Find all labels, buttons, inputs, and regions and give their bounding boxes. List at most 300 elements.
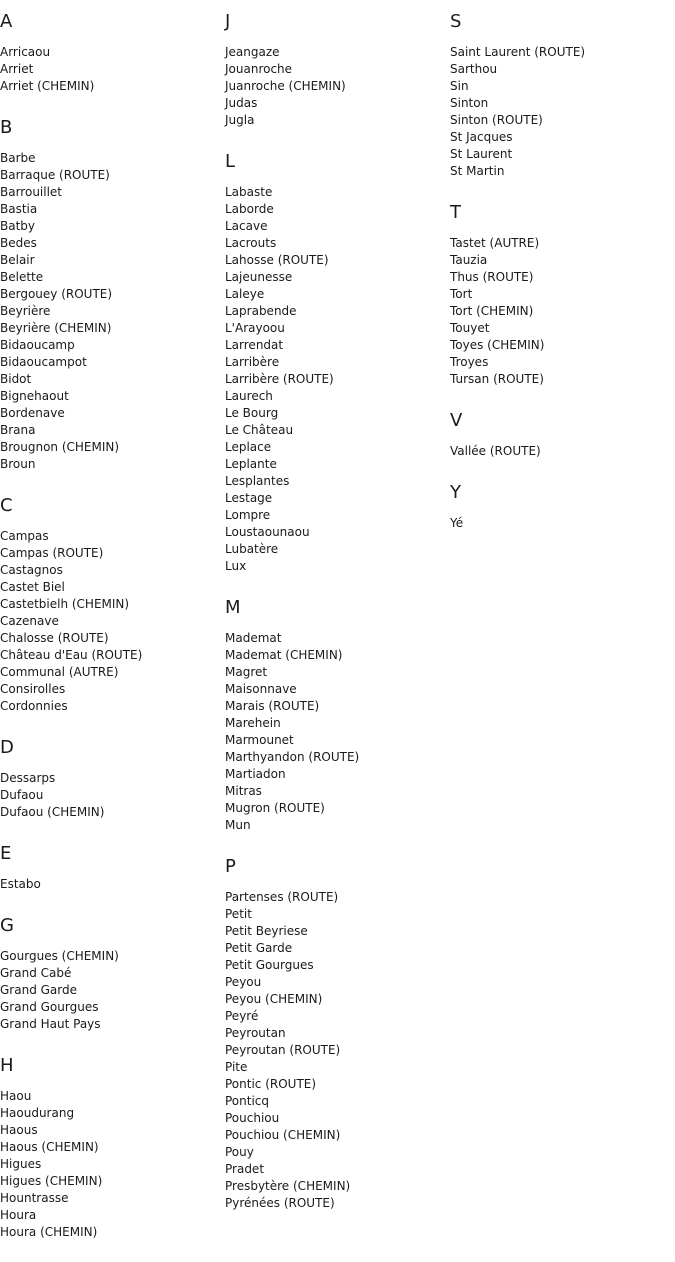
street-link[interactable]: Haoudurang: [0, 1106, 75, 1120]
list-item: [450, 303, 675, 320]
list-item: [0, 664, 225, 681]
street-link[interactable]: Larribère (ROUTE): [225, 372, 334, 386]
street-link[interactable]: Petit Gourgues: [225, 958, 314, 972]
street-list: [225, 889, 450, 1212]
list-item: [225, 354, 450, 371]
street-link[interactable]: Bignehaout: [0, 389, 69, 403]
list-item: [0, 681, 225, 698]
street-link[interactable]: Marmounet: [225, 733, 294, 747]
street-link[interactable]: Chalosse (ROUTE): [0, 631, 109, 645]
street-link[interactable]: Lestage: [225, 491, 273, 505]
street-link[interactable]: Sinton: [450, 96, 489, 110]
street-link[interactable]: St Laurent: [450, 147, 513, 161]
list-item: [0, 439, 225, 456]
list-item: [0, 630, 225, 647]
list-item: [0, 1156, 225, 1173]
street-list: [0, 948, 225, 1033]
street-link[interactable]: Magret: [225, 665, 268, 679]
list-item: [225, 422, 450, 439]
list-item: [225, 303, 450, 320]
list-item: [225, 473, 450, 490]
list-item: [225, 44, 450, 61]
list-item: [225, 1127, 450, 1144]
list-item: [225, 507, 450, 524]
street-link[interactable]: Dufaou (CHEMIN): [0, 805, 105, 819]
list-item: [0, 787, 225, 804]
list-item: [0, 982, 225, 999]
letter-group-d: [0, 736, 225, 821]
street-link[interactable]: Troyes: [450, 355, 489, 369]
street-link[interactable]: Belair: [0, 253, 35, 267]
street-link[interactable]: Sin: [450, 79, 469, 93]
list-item: [0, 596, 225, 613]
street-link[interactable]: Haous: [0, 1123, 38, 1137]
letter-heading: B: [0, 117, 13, 138]
street-link[interactable]: Vallée (ROUTE): [450, 444, 541, 458]
street-link[interactable]: Mitras: [225, 784, 262, 798]
street-link[interactable]: Larribère: [225, 355, 280, 369]
list-item: [225, 715, 450, 732]
street-link[interactable]: Peyou (CHEMIN): [225, 992, 323, 1006]
street-link[interactable]: Presbytère (CHEMIN): [225, 1179, 351, 1193]
street-link[interactable]: Mun: [225, 818, 251, 832]
list-item: [225, 1042, 450, 1059]
street-link[interactable]: Grand Cabé: [0, 966, 72, 980]
street-link[interactable]: Beyrière: [0, 304, 51, 318]
list-item: [0, 422, 225, 439]
list-item: [0, 876, 225, 893]
street-link[interactable]: Jugla: [225, 113, 255, 127]
street-list: [225, 184, 450, 575]
street-link[interactable]: Bordenave: [0, 406, 65, 420]
list-item: [225, 1008, 450, 1025]
list-item: [450, 269, 675, 286]
letter-group-v: [450, 409, 675, 460]
street-list: [450, 44, 675, 180]
list-item: [0, 1016, 225, 1033]
list-item: [0, 354, 225, 371]
street-link[interactable]: Toyes (CHEMIN): [450, 338, 545, 352]
letter-group-m: [225, 596, 450, 834]
letter-heading: T: [450, 202, 461, 223]
street-link[interactable]: Higues: [0, 1157, 42, 1171]
street-link[interactable]: Larrendat: [225, 338, 284, 352]
list-item: [450, 112, 675, 129]
street-link[interactable]: Tauzia: [450, 253, 488, 267]
list-item: [225, 456, 450, 473]
letter-group-a: [0, 10, 225, 95]
street-link[interactable]: Pradet: [225, 1162, 265, 1176]
street-list: [0, 528, 225, 715]
street-link[interactable]: Houra (CHEMIN): [0, 1225, 98, 1239]
street-link[interactable]: Castetbielh (CHEMIN): [0, 597, 130, 611]
list-item: [450, 443, 675, 460]
street-link[interactable]: Lahosse (ROUTE): [225, 253, 329, 267]
street-link[interactable]: Grand Haut Pays: [0, 1017, 101, 1031]
street-link[interactable]: Dufaou: [0, 788, 44, 802]
street-link[interactable]: Hountrasse: [0, 1191, 69, 1205]
street-link[interactable]: Cazenave: [0, 614, 59, 628]
street-link[interactable]: Leplace: [225, 440, 272, 454]
street-link[interactable]: Grand Gourgues: [0, 1000, 99, 1014]
list-item: [225, 201, 450, 218]
list-item: [0, 320, 225, 337]
list-item: [225, 524, 450, 541]
list-item: [0, 150, 225, 167]
street-link[interactable]: Campas: [0, 529, 49, 543]
list-item: [225, 286, 450, 303]
list-item: [0, 303, 225, 320]
letter-heading: A: [0, 11, 13, 32]
list-item: [225, 749, 450, 766]
letter-heading: D: [0, 737, 14, 758]
street-link[interactable]: Petit: [225, 907, 252, 921]
street-link[interactable]: Mademat (CHEMIN): [225, 648, 343, 662]
list-item: [0, 337, 225, 354]
street-link[interactable]: Bedes: [0, 236, 37, 250]
letter-heading: V: [450, 410, 463, 431]
list-item: [225, 269, 450, 286]
list-item: [225, 405, 450, 422]
list-item: [0, 167, 225, 184]
street-link[interactable]: Juanroche (CHEMIN): [225, 79, 346, 93]
street-link[interactable]: Mademat: [225, 631, 282, 645]
list-item: [0, 252, 225, 269]
list-item: [0, 579, 225, 596]
street-link[interactable]: Partenses (ROUTE): [225, 890, 339, 904]
list-item: [225, 681, 450, 698]
list-item: [450, 235, 675, 252]
list-item: [0, 613, 225, 630]
street-link[interactable]: Laborde: [225, 202, 274, 216]
list-item: [225, 630, 450, 647]
street-link[interactable]: Lubatère: [225, 542, 279, 556]
street-link[interactable]: Campas (ROUTE): [0, 546, 104, 560]
list-item: [450, 95, 675, 112]
street-link[interactable]: Le Bourg: [225, 406, 279, 420]
list-item: [0, 1173, 225, 1190]
street-list: [450, 515, 675, 532]
list-item: [0, 371, 225, 388]
street-link[interactable]: Marthyandon (ROUTE): [225, 750, 360, 764]
list-item: [225, 388, 450, 405]
list-item: [225, 320, 450, 337]
street-link[interactable]: Petit Garde: [225, 941, 293, 955]
street-link[interactable]: St Jacques: [450, 130, 513, 144]
street-link[interactable]: Consirolles: [0, 682, 66, 696]
list-item: [225, 78, 450, 95]
street-link[interactable]: Barrouillet: [0, 185, 63, 199]
list-item: [225, 1025, 450, 1042]
street-link[interactable]: Barraque (ROUTE): [0, 168, 110, 182]
list-item: [225, 906, 450, 923]
list-item: [225, 61, 450, 78]
list-item: [225, 1110, 450, 1127]
street-link[interactable]: Broun: [0, 457, 36, 471]
list-item: [225, 732, 450, 749]
street-link[interactable]: Lesplantes: [225, 474, 290, 488]
list-item: [450, 320, 675, 337]
list-item: [0, 44, 225, 61]
street-link[interactable]: Château d'Eau (ROUTE): [0, 648, 143, 662]
street-link[interactable]: Barbe: [0, 151, 36, 165]
street-link[interactable]: Sarthou: [450, 62, 498, 76]
letter-group-g: [0, 914, 225, 1033]
list-item: [225, 337, 450, 354]
street-link[interactable]: Communal (AUTRE): [0, 665, 119, 679]
letter-heading: Y: [450, 482, 461, 503]
letter-heading: H: [0, 1055, 14, 1076]
street-list: [0, 44, 225, 95]
list-item: [0, 698, 225, 715]
street-link[interactable]: Belette: [0, 270, 44, 284]
letter-group-s: [450, 10, 675, 180]
letter-heading: P: [225, 856, 236, 877]
street-link[interactable]: Laurech: [225, 389, 273, 403]
street-link[interactable]: Pite: [225, 1060, 248, 1074]
list-item: [225, 184, 450, 201]
letter-group-h: [0, 1054, 225, 1241]
street-link[interactable]: Peyroutan (ROUTE): [225, 1043, 341, 1057]
list-item: [0, 235, 225, 252]
list-item: [0, 770, 225, 787]
letter-group-b: [0, 116, 225, 473]
list-item: [225, 112, 450, 129]
list-item: [0, 804, 225, 821]
street-link[interactable]: Cordonnies: [0, 699, 68, 713]
street-list: [225, 630, 450, 834]
list-item: [0, 388, 225, 405]
list-item: [225, 817, 450, 834]
list-item: [225, 95, 450, 112]
street-link[interactable]: Tursan (ROUTE): [450, 372, 544, 386]
list-item: [225, 957, 450, 974]
letter-heading: L: [225, 151, 236, 172]
street-link[interactable]: Bidot: [0, 372, 32, 386]
list-item: [450, 61, 675, 78]
letter-heading: C: [0, 495, 13, 516]
list-item: [450, 129, 675, 146]
street-link[interactable]: Loustaounaou: [225, 525, 310, 539]
street-link[interactable]: Martiadon: [225, 767, 286, 781]
street-link[interactable]: Mugron (ROUTE): [225, 801, 325, 815]
street-link[interactable]: Bidaoucamp: [0, 338, 75, 352]
street-link[interactable]: Le Château: [225, 423, 294, 437]
list-item: [225, 647, 450, 664]
list-item: [450, 44, 675, 61]
street-list: [0, 876, 225, 893]
street-link[interactable]: Estabo: [0, 877, 41, 891]
list-item: [0, 1190, 225, 1207]
street-link[interactable]: Arricaou: [0, 45, 51, 59]
list-item: [225, 664, 450, 681]
street-link[interactable]: Tort (CHEMIN): [450, 304, 534, 318]
list-item: [225, 235, 450, 252]
list-item: [225, 490, 450, 507]
street-link[interactable]: Tort: [450, 287, 473, 301]
list-item: [225, 371, 450, 388]
list-item: [225, 1195, 450, 1212]
street-link[interactable]: St Martin: [450, 164, 505, 178]
letter-heading: E: [0, 843, 12, 864]
street-link[interactable]: Gourgues (CHEMIN): [0, 949, 119, 963]
list-item: [0, 948, 225, 965]
list-item: [225, 991, 450, 1008]
street-link[interactable]: Labaste: [225, 185, 273, 199]
list-item: [0, 269, 225, 286]
list-item: [225, 1093, 450, 1110]
list-item: [0, 965, 225, 982]
street-link[interactable]: Tastet (AUTRE): [450, 236, 540, 250]
list-item: [0, 999, 225, 1016]
list-item: [450, 286, 675, 303]
street-link[interactable]: Peyré: [225, 1009, 259, 1023]
street-link[interactable]: Judas: [225, 96, 258, 110]
street-link[interactable]: Maisonnave: [225, 682, 297, 696]
street-link[interactable]: Lacrouts: [225, 236, 277, 250]
list-item: [225, 1178, 450, 1195]
list-item: [450, 337, 675, 354]
street-link[interactable]: Pyrénées (ROUTE): [225, 1196, 335, 1210]
letter-group-c: [0, 494, 225, 715]
list-item: [225, 1059, 450, 1076]
street-link[interactable]: Houra: [0, 1208, 37, 1222]
list-item: [225, 923, 450, 940]
street-link[interactable]: Sinton (ROUTE): [450, 113, 543, 127]
street-link[interactable]: Arriet: [0, 62, 34, 76]
letter-group-t: [450, 201, 675, 388]
street-link[interactable]: Bastia: [0, 202, 38, 216]
street-link[interactable]: L'Arayoou: [225, 321, 285, 335]
street-link[interactable]: Pouy: [225, 1145, 254, 1159]
street-link[interactable]: Marehein: [225, 716, 281, 730]
street-link[interactable]: Laleye: [225, 287, 265, 301]
street-list: [450, 443, 675, 460]
index-column-2: [225, 10, 450, 1233]
street-link[interactable]: Yé: [450, 516, 464, 530]
list-item: [225, 800, 450, 817]
list-item: [225, 1076, 450, 1093]
list-item: [0, 218, 225, 235]
street-link[interactable]: Grand Garde: [0, 983, 77, 997]
street-list: [450, 235, 675, 388]
street-link[interactable]: Castagnos: [0, 563, 63, 577]
street-link[interactable]: Pontic (ROUTE): [225, 1077, 317, 1091]
street-link[interactable]: Saint Laurent (ROUTE): [450, 45, 586, 59]
list-item: [450, 78, 675, 95]
letter-group-y: [450, 481, 675, 532]
street-link[interactable]: Beyrière (CHEMIN): [0, 321, 112, 335]
list-item: [450, 163, 675, 180]
list-item: [0, 456, 225, 473]
letter-group-j: [225, 10, 450, 129]
street-link[interactable]: Lacave: [225, 219, 268, 233]
list-item: [0, 1139, 225, 1156]
street-link[interactable]: Brana: [0, 423, 36, 437]
list-item: [225, 698, 450, 715]
street-list: [0, 150, 225, 473]
list-item: [0, 78, 225, 95]
letter-group-p: [225, 855, 450, 1212]
street-link[interactable]: Bidaoucampot: [0, 355, 87, 369]
street-link[interactable]: Jeangaze: [225, 45, 280, 59]
list-item: [0, 1207, 225, 1224]
street-link[interactable]: Lajeunesse: [225, 270, 293, 284]
list-item: [0, 1105, 225, 1122]
list-item: [0, 1122, 225, 1139]
list-item: [0, 1224, 225, 1241]
list-item: [0, 562, 225, 579]
list-item: [0, 528, 225, 545]
list-item: [0, 184, 225, 201]
street-link[interactable]: Ponticq: [225, 1094, 270, 1108]
list-item: [0, 1088, 225, 1105]
list-item: [225, 783, 450, 800]
street-list: [225, 44, 450, 129]
street-link[interactable]: Jouanroche: [225, 62, 293, 76]
street-link[interactable]: Peyroutan: [225, 1026, 286, 1040]
list-item: [0, 61, 225, 78]
list-item: [0, 286, 225, 303]
index-column-3: [450, 10, 675, 553]
street-link[interactable]: Marais (ROUTE): [225, 699, 320, 713]
list-item: [450, 146, 675, 163]
street-link[interactable]: Arriet (CHEMIN): [0, 79, 95, 93]
index-column-1: [0, 10, 225, 1262]
list-item: [225, 541, 450, 558]
street-link[interactable]: Laprabende: [225, 304, 297, 318]
list-item: [0, 545, 225, 562]
letter-heading: G: [0, 915, 14, 936]
letter-heading: M: [225, 597, 241, 618]
list-item: [225, 766, 450, 783]
list-item: [225, 940, 450, 957]
street-list: [0, 1088, 225, 1241]
list-item: [0, 647, 225, 664]
street-link[interactable]: Leplante: [225, 457, 277, 471]
list-item: [450, 252, 675, 269]
street-link[interactable]: Castet Biel: [0, 580, 65, 594]
street-link[interactable]: Touyet: [450, 321, 490, 335]
list-item: [225, 439, 450, 456]
list-item: [450, 354, 675, 371]
street-link[interactable]: Haou: [0, 1089, 32, 1103]
letter-heading: S: [450, 11, 462, 32]
street-link[interactable]: Pouchiou (CHEMIN): [225, 1128, 341, 1142]
letter-group-e: [0, 842, 225, 893]
street-link[interactable]: Dessarps: [0, 771, 56, 785]
street-link[interactable]: Brougnon (CHEMIN): [0, 440, 120, 454]
list-item: [225, 558, 450, 575]
street-link[interactable]: Batby: [0, 219, 36, 233]
list-item: [0, 405, 225, 422]
letter-heading: J: [225, 11, 231, 32]
street-link[interactable]: Bergouey (ROUTE): [0, 287, 113, 301]
street-link[interactable]: Peyou: [225, 975, 262, 989]
street-link[interactable]: Pouchiou: [225, 1111, 280, 1125]
list-item: [225, 889, 450, 906]
street-link[interactable]: Thus (ROUTE): [450, 270, 534, 284]
list-item: [225, 252, 450, 269]
street-link[interactable]: Lompre: [225, 508, 271, 522]
street-link[interactable]: Higues (CHEMIN): [0, 1174, 103, 1188]
list-item: [450, 371, 675, 388]
street-link[interactable]: Lux: [225, 559, 247, 573]
list-item: [450, 515, 675, 532]
street-link[interactable]: Petit Beyriese: [225, 924, 308, 938]
list-item: [0, 201, 225, 218]
street-link[interactable]: Haous (CHEMIN): [0, 1140, 99, 1154]
